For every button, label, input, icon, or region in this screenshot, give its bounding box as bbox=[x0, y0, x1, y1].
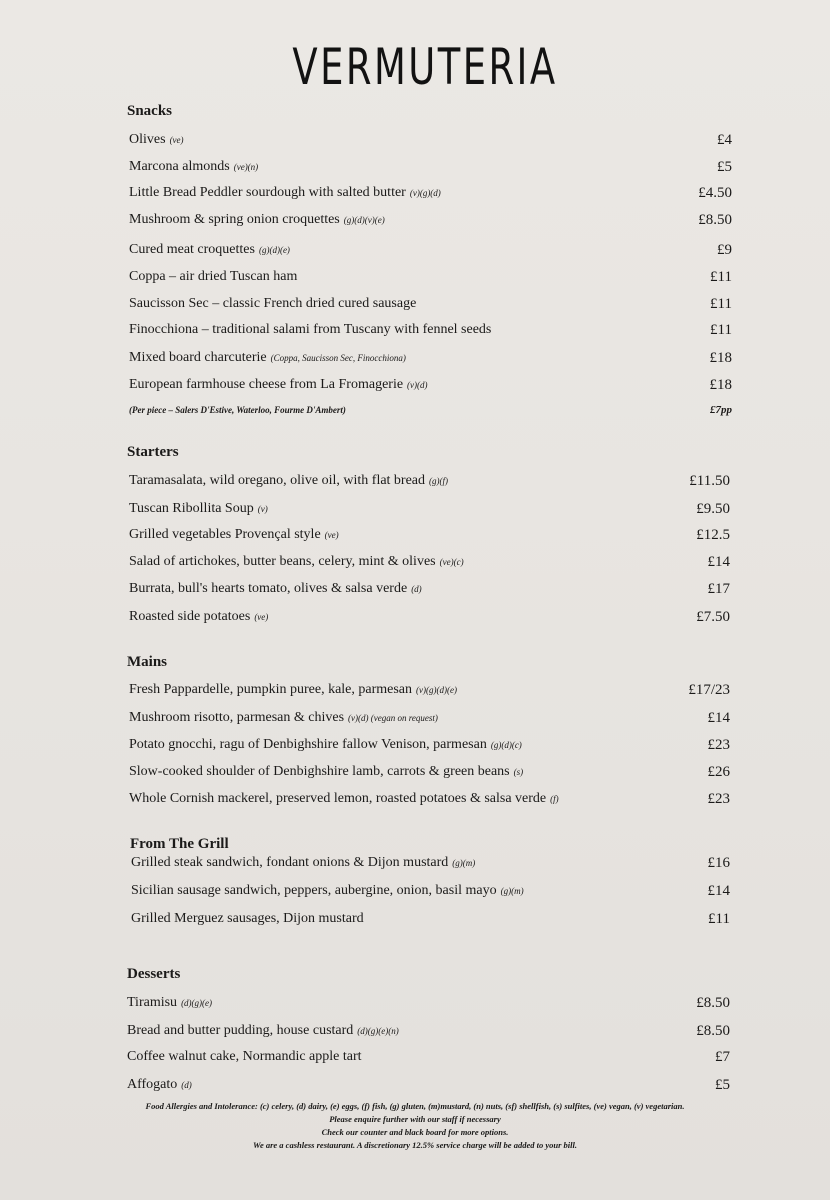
item-name: Potato gnocchi, ragu of Denbighshire fallow Venison, parmesan bbox=[129, 737, 487, 752]
item-name: Burrata, bull's hearts tomato, olives & salsa verde bbox=[129, 581, 408, 596]
menu-item bbox=[129, 183, 732, 203]
item-name: Tuscan Ribollita Soup bbox=[129, 501, 254, 516]
item-price: £16 bbox=[707, 855, 730, 871]
item-note: (g)(f) bbox=[429, 476, 449, 486]
menu-item bbox=[129, 789, 730, 809]
item-note: (ve)(c) bbox=[439, 557, 464, 567]
item-note: (ve) bbox=[254, 612, 269, 622]
item-name: Slow-cooked shoulder of Denbighshire lamb, carrots & green beans bbox=[129, 764, 510, 779]
item-name: Grilled steak sandwich, fondant onions & Dijon mustard bbox=[131, 855, 449, 870]
item-name: Roasted side potatoes bbox=[129, 609, 251, 624]
item-name: Whole Cornish mackerel, preserved lemon, roasted potatoes & salsa verde bbox=[129, 791, 547, 806]
menu-item bbox=[129, 320, 732, 340]
item-price: £8.50 bbox=[696, 1023, 730, 1039]
page-title: VERMUTERIA bbox=[292, 38, 558, 96]
item-note: (v) bbox=[257, 504, 268, 514]
item-note: (d)(g)(e)(n) bbox=[357, 1026, 399, 1036]
item-note: (s) bbox=[513, 767, 524, 777]
item-price: £11 bbox=[708, 911, 730, 927]
item-price: £23 bbox=[707, 737, 730, 753]
allergy-footer bbox=[0, 1100, 830, 1152]
item-note: (g)(m) bbox=[452, 858, 476, 868]
item-name: Cured meat croquettes bbox=[129, 242, 255, 257]
item-price: £18 bbox=[709, 350, 732, 366]
menu-item bbox=[129, 762, 730, 782]
section-title: From The Grill bbox=[130, 836, 229, 852]
menu-item bbox=[129, 210, 732, 230]
item-name: Tiramisu bbox=[127, 995, 178, 1010]
menu-item bbox=[127, 993, 730, 1013]
item-note: (Per piece – Salers D'Estive, Waterloo, Fourme D'Ambert) bbox=[129, 405, 346, 415]
item-price: £7 bbox=[715, 1049, 730, 1065]
item-note: (Coppa, Saucisson Sec, Finocchiona) bbox=[270, 353, 406, 363]
item-note: (g)(d)(v)(e) bbox=[343, 215, 385, 225]
footer-line: We are a cashless restaurant. A discretionary 12.5% service charge will be added to your bill. bbox=[253, 1140, 577, 1150]
item-price: £9 bbox=[717, 242, 732, 258]
item-price: £8.50 bbox=[696, 995, 730, 1011]
section-title: Desserts bbox=[127, 966, 181, 982]
item-name: Bread and butter pudding, house custard bbox=[127, 1023, 354, 1038]
item-price: £5 bbox=[717, 159, 732, 175]
item-price: £17 bbox=[707, 581, 730, 597]
menu-item bbox=[129, 735, 730, 755]
menu-item bbox=[129, 708, 730, 728]
item-price: £11 bbox=[710, 322, 732, 338]
item-note: (g)(d)(e) bbox=[258, 245, 290, 255]
menu-item bbox=[129, 157, 732, 177]
item-price: £12.5 bbox=[696, 527, 730, 543]
item-name: Affogato bbox=[127, 1077, 178, 1092]
menu-item bbox=[129, 525, 730, 545]
item-price: £9.50 bbox=[696, 501, 730, 517]
item-name: Coppa – air dried Tuscan ham bbox=[129, 269, 298, 284]
item-note: (ve) bbox=[324, 530, 339, 540]
item-price: £14 bbox=[707, 554, 730, 570]
menu-item bbox=[127, 1021, 730, 1041]
menu-item bbox=[129, 400, 732, 420]
item-price: £11 bbox=[710, 296, 732, 312]
footer-line: Please enquire further with our staff if necessary bbox=[329, 1114, 501, 1124]
item-note: (v)(g)(d)(e) bbox=[416, 685, 457, 695]
item-note: (d) bbox=[181, 1080, 192, 1090]
item-note: (d) bbox=[411, 584, 422, 594]
item-name: Little Bread Peddler sourdough with salted butter bbox=[129, 185, 406, 200]
menu-item bbox=[129, 240, 732, 260]
item-price: £17/23 bbox=[688, 682, 730, 698]
item-note: (v)(d) bbox=[407, 380, 428, 390]
item-name: Salad of artichokes, butter beans, celery, mint & olives bbox=[129, 554, 436, 569]
menu-item bbox=[129, 680, 730, 700]
menu-item bbox=[129, 375, 732, 395]
item-price: £11.50 bbox=[689, 473, 730, 489]
item-name: Grilled Merguez sausages, Dijon mustard bbox=[131, 911, 364, 926]
menu-item bbox=[127, 1047, 730, 1067]
menu-item bbox=[129, 607, 730, 627]
item-name: European farmhouse cheese from La Fromagerie bbox=[129, 377, 404, 392]
item-name: Taramasalata, wild oregano, olive oil, with flat bread bbox=[129, 473, 426, 488]
menu-item bbox=[129, 294, 732, 314]
item-name: Mixed board charcuterie bbox=[129, 350, 267, 365]
item-note: (f) bbox=[550, 794, 559, 804]
item-price: £23 bbox=[707, 791, 730, 807]
menu-item bbox=[129, 579, 730, 599]
item-price: £14 bbox=[707, 883, 730, 899]
item-name: Finocchiona – traditional salami from Tuscany with fennel seeds bbox=[129, 322, 492, 337]
item-price: £26 bbox=[707, 764, 730, 780]
section-title: Starters bbox=[127, 444, 179, 460]
item-price: £4.50 bbox=[698, 185, 732, 201]
item-note: (g)(m) bbox=[500, 886, 524, 896]
item-price: £18 bbox=[709, 377, 732, 393]
item-name: Mushroom & spring onion croquettes bbox=[129, 212, 340, 227]
section-title: Snacks bbox=[127, 103, 173, 119]
item-note: (d)(g)(e) bbox=[181, 998, 213, 1008]
item-name: Sicilian sausage sandwich, peppers, aubergine, onion, basil mayo bbox=[131, 883, 497, 898]
menu-item bbox=[129, 130, 732, 150]
item-note: (ve) bbox=[169, 135, 184, 145]
menu-item bbox=[131, 881, 730, 901]
menu-item bbox=[127, 1075, 730, 1095]
item-price: £14 bbox=[707, 710, 730, 726]
menu-item bbox=[131, 909, 730, 929]
section-title: Mains bbox=[127, 654, 168, 670]
item-price: £11 bbox=[710, 269, 732, 285]
menu-item bbox=[129, 267, 732, 287]
item-name: Saucisson Sec – classic French dried cured sausage bbox=[129, 296, 417, 311]
footer-line: Check our counter and black board for more options. bbox=[321, 1127, 509, 1137]
item-note: (g)(d)(c) bbox=[490, 740, 522, 750]
menu-item bbox=[129, 348, 732, 368]
item-note: (v)(d) (vegan on request) bbox=[348, 713, 438, 723]
item-price: £5 bbox=[715, 1077, 730, 1093]
menu-item bbox=[131, 853, 730, 873]
menu-item bbox=[129, 499, 730, 519]
footer-line: Food Allergies and Intolerance: (c) celery, (d) dairy, (e) eggs, (f) fish, (g) gluten, (m)mustard, (n) nuts, (sf) shellfish, (s) sulfites, (ve) vegan, (v) vegetarian. bbox=[145, 1101, 685, 1111]
item-name: Olives bbox=[129, 132, 166, 147]
menu-item bbox=[129, 471, 730, 491]
menu-item bbox=[129, 552, 730, 572]
item-price: £4 bbox=[717, 132, 732, 148]
item-name: Fresh Pappardelle, pumpkin puree, kale, parmesan bbox=[129, 682, 413, 697]
item-name: Marcona almonds bbox=[129, 159, 230, 174]
item-price: £7pp bbox=[710, 404, 732, 416]
item-price: £7.50 bbox=[696, 609, 730, 625]
item-price: £8.50 bbox=[698, 212, 732, 228]
item-note: (ve)(n) bbox=[233, 162, 259, 172]
item-name: Coffee walnut cake, Normandic apple tart bbox=[127, 1049, 362, 1064]
item-note: (v)(g)(d) bbox=[409, 188, 441, 198]
item-name: Mushroom risotto, parmesan & chives bbox=[129, 710, 345, 725]
item-name: Grilled vegetables Provençal style bbox=[129, 527, 321, 542]
